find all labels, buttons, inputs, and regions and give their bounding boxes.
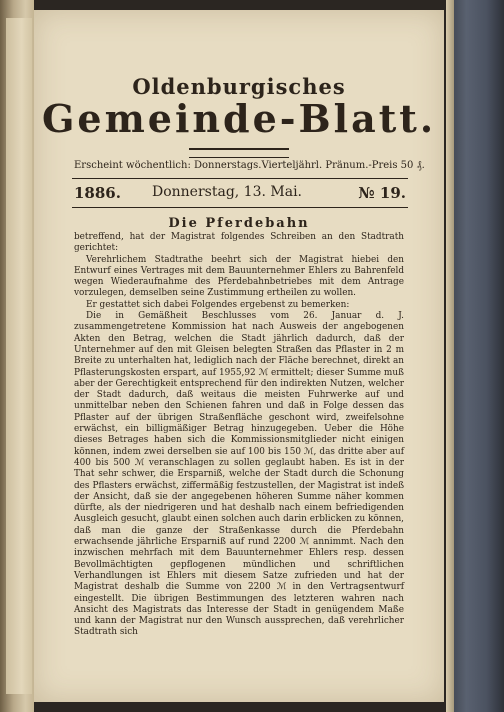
publication-info	[74, 160, 425, 171]
previous-page-edge	[6, 18, 32, 694]
article-paragraph: betreffend, hat der Magistrat folgendes Schreiben an den Stadtrath gerichtet:	[74, 232, 404, 254]
book-spine-right	[446, 0, 504, 712]
publication-frequency: Erscheint wöchentlich: Donnerstags.	[74, 160, 262, 171]
top-rule	[72, 178, 408, 179]
article-paragraph: Verehrlichem Stadtrathe beehrt sich der Magistrat hiebei den Entwurf eines Vertrages mit dem Bauunternehmer Ehlers zu Bahrenfeld wegen Wiederaufnahme des Pferdebahnbetriebes mit dem Antrage vorzulegen, demselben seine Zustimmung ertheilen zu wollen.	[74, 254, 404, 299]
article-body	[74, 232, 404, 639]
issue-date: Donnerstag, 13. Mai.	[152, 184, 303, 200]
issue-year: 1886.	[74, 184, 121, 202]
masthead-title: Gemeinde-Blatt.	[41, 96, 437, 141]
newspaper-page	[34, 10, 444, 702]
issue-number: № 19.	[358, 184, 406, 202]
book-binding-left	[0, 0, 34, 712]
masthead-line-1: Oldenburgisches	[132, 74, 346, 99]
article-paragraph: Er gestattet sich dabei Folgendes ergebenst zu bemerken:	[86, 299, 350, 310]
bottom-rule	[72, 207, 408, 208]
article-paragraph: Die in Gemäßheit Beschlusses vom 26. Januar d. J. zusammengetretene Kommission hat nach Ausweis der angebogenen Akten den Betrag, welchen die Stadt jährlich dadurch, daß der Unternehmer auf den mit Gleisen belegten Straßen das Pflaster in 2 m Breite zu unterhalten hat, lediglich nach der Fläche berechnet, direkt an Pflasterungskosten erspart, auf 1955,92 ℳ ermittelt; dieser Summe muß aber der Gerechtigkeit entsprechend für den indirekten Nutzen, welcher der Stadt dadurch, daß weitaus die meisten Fuhrwerke auf und unmittelbar neben den Schienen fahren und daß in Folge dessen das Pflaster auf der übrigen Straßenfläche geschont wird, zweifelsohne erwächst, ein billigmäßiger Betrag hinzugegeben. Ueber die Höhe dieses Betrages haben sich die Kommissionsmitglieder nicht einigen können, indem zwei derselben sie auf 100 bis 150 ℳ, das dritte aber auf 400 bis 500 ℳ veranschlagen zu sollen geglaubt haben. Es ist in der That sehr schwer, die Ersparniß, welche der Stadt durch die Schonung des Pflasters erwächst, ziffermäßig festzustellen, der Magistrat ist indeß der Ansicht, daß sie der angegebenen höheren Summe näher kommen dürfte, als der niedrigeren und hat deshalb nach einem befriedigenden Ausgleich gesucht, glaubt einen solchen auch darin erblicken zu können, daß man die ganze der Straßenkasse durch die Pferdebahn erwachsende jährliche Ersparniß auf rund 2200 ℳ annimmt. Nach den inzwischen mehrfach mit dem Bauunternehmer Ehlers resp. dessen Bevollmächtigten gepflogenen mündlichen und schriftlichen Verhandlungen ist Ehlers mit diesem Satze zufrieden und hat der Magistrat deshalb die Summe von 2200 ℳ in den Vertragsentwurf eingestellt. Die übrigen Bestimmungen des letzteren wahren nach Ansicht des Magistrats das Interesse der Stadt in genügendem Maße und kann der Magistrat nur den Wunsch aussprechen, daß verehrlicher Stadtrath sich	[74, 311, 404, 638]
masthead-ornament-rule	[189, 148, 289, 158]
page-stack-edge	[446, 0, 454, 712]
article-title: Die Pferdebahn	[168, 216, 310, 231]
subscription-price: Vierteljährl. Pränum.-Preis 50 ₰.	[261, 160, 425, 171]
dateline	[74, 184, 406, 206]
